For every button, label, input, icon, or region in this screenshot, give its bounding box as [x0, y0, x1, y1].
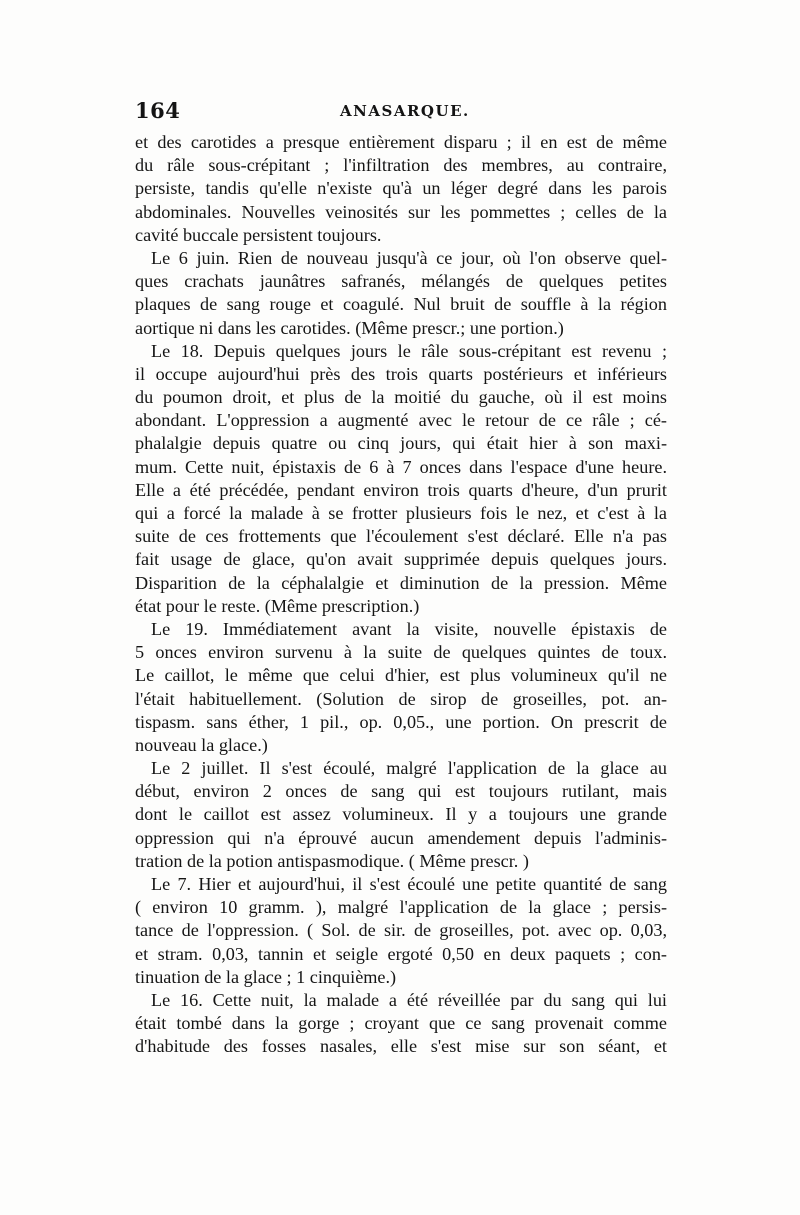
text-line: du râle sous-crépitant ; l'infiltration des membres, au contraire,: [135, 155, 667, 176]
text-line: phalalgie depuis quatre ou cinq jours, qui était hier à son maxi-: [135, 433, 667, 454]
text-line: plaques de sang rouge et coagulé. Nul bruit de souffle à la région: [135, 294, 667, 315]
text-line: abdominales. Nouvelles veinosités sur les pommettes ; celles de la: [135, 201, 667, 222]
text-line: fait usage de glace, qu'on avait supprimée depuis quelques jours.: [135, 549, 667, 570]
text-line: abondant. L'oppression a augmenté avec le retour de ce râle ; cé-: [135, 410, 667, 431]
text-line: cavité buccale persistent toujours.: [135, 224, 382, 245]
text-line: état pour le reste. (Même prescription.): [135, 595, 420, 616]
text-line: était tombé dans la gorge ; croyant que ce sang provenait comme: [135, 1013, 667, 1034]
text-line: il occupe aujourd'hui près des trois quarts postérieurs et inférieurs: [135, 363, 667, 384]
text-line: Elle a été précédée, pendant environ trois quarts d'heure, d'un prurit: [135, 479, 667, 500]
body-text: [135, 131, 667, 1059]
text-line: et des carotides a presque entièrement disparu ; il en est de même: [135, 132, 667, 152]
text-line: Le 16. Cette nuit, la malade a été réveillée par du sang qui lui: [151, 989, 667, 1010]
text-line: Le 18. Depuis quelques jours le râle sous-crépitant est revenu ;: [151, 340, 667, 361]
text-line: du poumon droit, et plus de la moitié du gauche, où il est moins: [135, 387, 667, 408]
text-line: suite de ces frottements que l'écoulement s'est déclaré. Elle n'a pas: [135, 526, 667, 547]
text-line: tinuation de la glace ; 1 cinquième.): [135, 966, 397, 987]
text-line: Le 2 juillet. Il s'est écoulé, malgré l'application de la glace au: [151, 758, 667, 779]
text-line: 5 onces environ survenu à la suite de quelques quintes de toux.: [135, 642, 667, 663]
text-line: dont le caillot est assez volumineux. Il y a toujours une grande: [135, 804, 667, 825]
text-line: Le 6 juin. Rien de nouveau jusqu'à ce jour, où l'on observe quel-: [151, 247, 667, 268]
text-line: et stram. 0,03, tannin et seigle ergoté 0,50 en deux paquets ; con-: [135, 943, 667, 964]
text-line: Le 19. Immédiatement avant la visite, nouvelle épistaxis de: [151, 618, 667, 639]
text-line: aortique ni dans les carotides. (Même prescr.; une portion.): [135, 317, 564, 338]
text-line: qui a forcé la malade à se frotter plusieurs fois le nez, et c'est à la: [135, 503, 667, 523]
page-header: [135, 98, 667, 122]
text-line: Le caillot, le même que celui d'hier, est plus volumineux qu'il ne: [135, 665, 667, 686]
running-title: ANASARQUE.: [340, 102, 470, 120]
text-line: nouveau la glace.): [135, 734, 268, 755]
text-line: mum. Cette nuit, épistaxis de 6 à 7 onces dans l'espace d'une heure.: [135, 456, 667, 477]
text-line: ques crachats jaunâtres safranés, mélangés de quelques petites: [135, 271, 667, 292]
text-line: oppression qui n'a éprouvé aucun amendement depuis l'adminis-: [135, 827, 667, 848]
text-line: tration de la potion antispasmodique. ( Même prescr. ): [135, 850, 529, 871]
text-line: persiste, tandis qu'elle n'existe qu'à un léger degré dans les parois: [135, 178, 667, 199]
text-line: d'habitude des fosses nasales, elle s'est mise sur son séant, et: [135, 1036, 667, 1057]
text-line: tance de l'oppression. ( Sol. de sir. de groseilles, pot. avec op. 0,03,: [135, 920, 667, 941]
text-line: ( environ 10 gramm. ), malgré l'application de la glace ; persis-: [135, 897, 667, 918]
text-line: début, environ 2 onces de sang qui est toujours rutilant, mais: [135, 781, 667, 802]
text-line: tispasm. sans éther, 1 pil., op. 0,05., une portion. On prescrit de: [135, 711, 667, 732]
page-number: 164: [135, 98, 181, 123]
text-line: Disparition de la céphalalgie et diminution de la pression. Même: [135, 572, 667, 593]
text-line: l'était habituellement. (Solution de sirop de groseilles, pot. an-: [135, 688, 667, 709]
text-line: Le 7. Hier et aujourd'hui, il s'est écoulé une petite quantité de sang: [151, 874, 667, 894]
